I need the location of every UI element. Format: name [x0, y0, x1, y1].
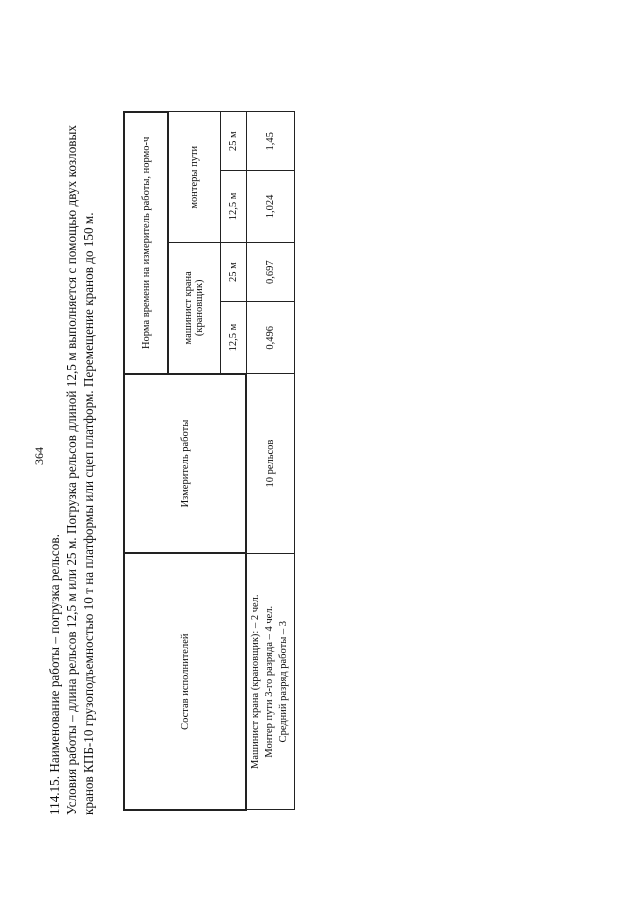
header-composition: Состав исполнителей — [124, 553, 246, 810]
header-crane-operator: машинист крана (крановщик) — [168, 242, 220, 373]
paragraph — [46, 125, 97, 815]
header-norm: Норма времени на измеритель работы, нормо-ч — [124, 112, 168, 374]
header-track-workers: монтеры пути — [168, 112, 220, 242]
header-length: 25 м — [220, 242, 246, 302]
composition-line: Средний разряд работы – 3 — [278, 620, 290, 743]
composition-cell — [246, 553, 294, 810]
composition-line: Монтер пути 3-го разряда – 4 чел. — [264, 605, 276, 758]
composition-line: Машинист крана (крановщик): – 2 чел. — [250, 594, 262, 769]
page-number: 364 — [32, 447, 46, 465]
header-length: 12,5 м — [220, 302, 246, 374]
value-cell: 1,45 — [246, 112, 294, 171]
conditions-text: Условия работы – длина рельсов 12,5 м или 25 м. Погрузка рельсов длиной 12,5 м выполняется с помощью двух козловых кранов КПБ-10 грузоподъемностью 10 т на платформы или сцеп платформ. Перемещение кранов до 150 м. — [64, 125, 96, 815]
value-cell: 0,697 — [246, 242, 294, 302]
value-cell: 1,024 — [246, 171, 294, 243]
header-length: 25 м — [220, 112, 246, 171]
norms-table — [123, 111, 295, 811]
header-unit: Измеритель работы — [124, 374, 246, 554]
rotated-page — [32, 75, 460, 835]
unit-cell: 10 рельсов — [246, 374, 294, 554]
value-cell: 0,496 — [246, 302, 294, 374]
header-length: 12,5 м — [220, 171, 246, 243]
section-heading: 114.15. Наименование работы – погрузка рельсов. — [47, 534, 62, 815]
